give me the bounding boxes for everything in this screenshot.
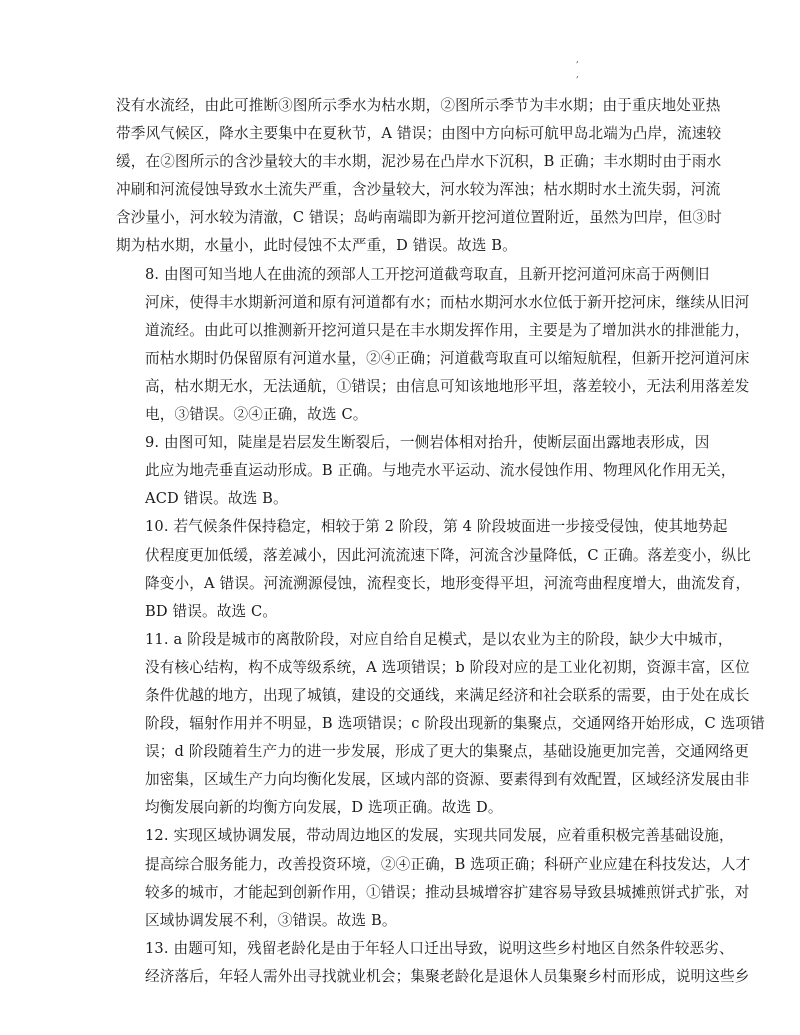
- answer-explanations: [116, 92, 765, 991]
- text-line: 含沙量小，河水较为清澈，C 错误；岛屿南端即为新开挖河道位置附近，虽然为凹岸，但③时: [116, 209, 722, 227]
- text-line: 带季风气候区，降水主要集中在夏秋节，A 错误；由图中方向标可航甲岛北端为凸岸，流速较: [116, 125, 722, 143]
- text-line: 11. a 阶段是城市的离散阶段，对应自给自足模式，是以农业为主的阶段，缺少大中城市，: [145, 630, 733, 648]
- explanation-paragraph: [116, 429, 736, 513]
- text-line: 河床，使得丰水期新河道和原有河道都有水；而枯水期河水水位低于新开挖河床，继续从旧河: [145, 293, 750, 311]
- explanation-paragraph: [116, 822, 751, 934]
- text-line: 经济落后，年轻人需外出寻找就业机会；集聚老龄化是退休人员集聚乡村而形成，说明这些乡: [145, 967, 750, 985]
- text-line: 阶段，辐射作用并不明显，B 选项错误；c 阶段出现新的集聚点，交通网络开始形成，C 选项错: [145, 715, 765, 733]
- explanation-paragraph: [116, 92, 722, 261]
- text-line: 道流经。由此可以推测新开挖河道只是在丰水期发挥作用，主要是为了增加洪水的排泄能力，: [145, 321, 750, 339]
- text-line: 10. 若气候条件保持稳定，相较于第 2 阶段，第 4 阶段坡面进一步接受侵蚀，使其地势起: [145, 518, 728, 536]
- text-line: 电，③错误。②④正确，故选 C。: [145, 406, 368, 424]
- text-line: 条件优越的地方，出现了城镇，建设的交通线，来满足经济和社会联系的需要，由于处在成长: [145, 686, 750, 704]
- corner-mark-top: ,: [576, 55, 579, 65]
- text-line: 冲刷和河流侵蚀导致水土流失严重，含沙量较大，河水较为浑浊；枯水期时水土流失弱，河流: [116, 181, 721, 199]
- text-line: 较多的城市，才能起到创新作用，①错误；推动县城增容扩建容易导致县城摊煎饼式扩张，对: [145, 883, 750, 901]
- text-line: 均衡发展向新的均衡方向发展，D 选项正确。故选 D。: [145, 799, 503, 817]
- text-line: 伏程度更加低缓，落差减小，因此河流流速下降，河流含沙量降低，C 正确。落差变小，纵比: [145, 546, 751, 564]
- text-line: 误；d 阶段随着生产力的进一步发展，形成了更大的集聚点，基础设施更加完善，交通网络更: [145, 743, 750, 761]
- corner-mark-bottom: ,: [576, 70, 579, 80]
- explanation-paragraph: [116, 513, 751, 625]
- text-line: 此应为地壳垂直运动形成。B 正确。与地壳水平运动、流水侵蚀作用、物理风化作用无关，: [145, 462, 736, 480]
- explanation-paragraph: [116, 261, 750, 430]
- text-line: 13. 由题可知，残留老龄化是由于年轻人口迁出导致，说明这些乡村地区自然条件较恶劣、: [145, 939, 734, 957]
- text-line: 降变小，A 错误。河流溯源侵蚀，流程变长，地形变得平坦，河流弯曲程度增大，曲流发育，: [145, 574, 751, 592]
- text-line: 9. 由图可知，陡崖是岩层发生断裂后，一侧岩体相对抬升，使断层面出露地表形成，因: [145, 434, 710, 452]
- text-line: 加密集，区域生产力向均衡化发展，区域内部的资源、要素得到有效配置，区域经济发展由非: [145, 771, 750, 789]
- text-line: 区域协调发展不利，③错误。故选 B。: [145, 911, 397, 929]
- explanation-paragraph: [116, 626, 765, 823]
- text-line: 没有水流经，由此可推断③图所示季水为枯水期，②图所示季节为丰水期；由于重庆地处亚热: [116, 97, 721, 114]
- text-line: 缓，在②图所示的含沙量较大的丰水期，泥沙易在凸岸水下沉积，B 正确；丰水期时由于雨水: [116, 153, 722, 171]
- text-line: 没有核心结构，构不成等级系统，A 选项错误；b 阶段对应的是工业化初期，资源丰富，区位: [145, 658, 750, 676]
- text-line: ACD 错误。故选 B。: [145, 490, 288, 508]
- text-line: BD 错误。故选 C。: [145, 602, 278, 620]
- text-line: 高，枯水期无水，无法通航，①错误；由信息可知该地地形平坦，落差较小，无法利用落差发: [145, 377, 750, 395]
- text-line: 期为枯水期，水量小，此时侵蚀不太严重，D 错误。故选 B。: [116, 237, 517, 255]
- text-line: 12. 实现区域协调发展，带动周边地区的发展，实现共同发展，应着重积极完善基础设施，: [145, 827, 734, 845]
- text-line: 而枯水期时仍保留原有河道水量，②④正确；河道截弯取直可以缩短航程，但新开挖河道河床: [145, 349, 750, 367]
- text-line: 8. 由图可知当地人在曲流的颈部人工开挖河道截弯取直，且新开挖河道河床高于两侧旧: [145, 265, 710, 283]
- text-line: 提高综合服务能力，改善投资环境，②④正确，B 选项正确；科研产业应建在科技发达，人才: [145, 855, 751, 873]
- explanation-paragraph: [116, 935, 750, 991]
